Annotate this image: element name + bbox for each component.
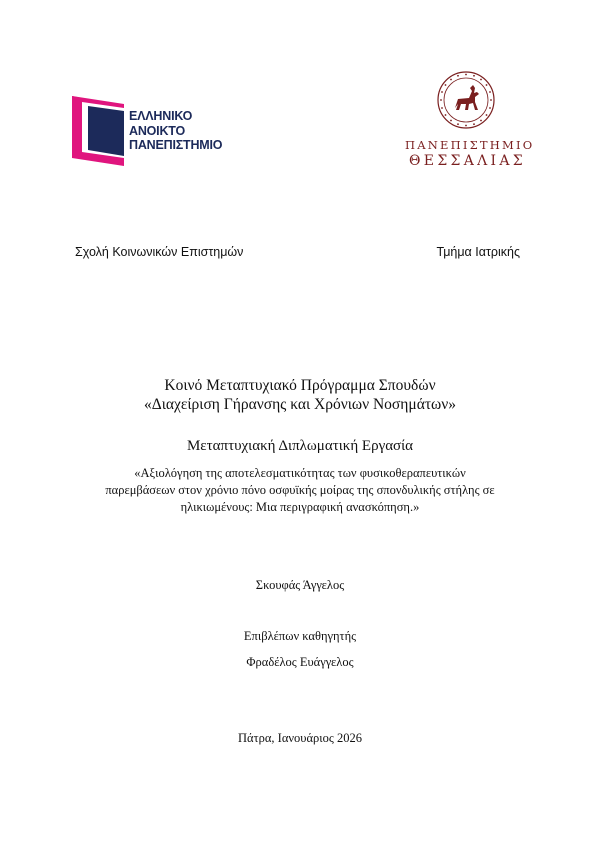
thesis-title-line-2: παρεμβάσεων στον χρόνιο πόνο οσφυϊκής μοίρας της σπονδυλικής στήλης σε — [105, 483, 495, 497]
thesis-title-line-1: «Αξιολόγηση της αποτελεσματικότητας των φυσικοθεραπευτικών — [134, 466, 466, 480]
thesis-type: Μεταπτυχιακή Διπλωματική Εργασία — [186, 438, 414, 454]
eap-book-icon — [72, 96, 132, 166]
uth-logo — [405, 70, 535, 170]
author-name: Σκουφάς Άγγελος — [255, 578, 345, 592]
place-date: Πάτρα, Ιανουάριος 2026 — [238, 731, 362, 745]
program-line-2: «Διαχείριση Γήρανσης και Χρόνιων Νοσημάτων» — [143, 396, 457, 413]
eap-logo — [72, 96, 232, 166]
supervisor-label: Επιβλέπων καθηγητής — [243, 629, 357, 643]
program-title — [40, 376, 560, 414]
supervisor-name: Φραδέλος Ευάγγελος — [246, 655, 354, 669]
eap-line-3: ΠΑΝΕΠΙΣΤΗΜΙΟ — [129, 138, 223, 152]
eap-line-1: ΕΛΛΗΝΙΚΟ — [129, 109, 193, 123]
thesis-title — [60, 465, 540, 516]
school-name: Σχολή Κοινωνικών Επιστημών — [75, 245, 244, 259]
uth-centaur-seal-icon — [436, 70, 496, 130]
program-line-1: Κοινό Μεταπτυχιακό Πρόγραμμα Σπουδών — [164, 377, 436, 394]
eap-line-2: ΑΝΟΙΚΤΟ — [129, 123, 186, 138]
thesis-title-line-3: ηλικιωμένους: Μια περιγραφική ανασκόπηση.» — [180, 500, 420, 514]
department-name: Τμήμα Ιατρικής — [436, 245, 520, 259]
uth-name-line-1: ΠΑΝΕΠΙΣΤΗΜΙΟ — [405, 138, 535, 152]
uth-name-line-2: ΘΕΣΣΑΛΙΑΣ — [409, 153, 526, 169]
